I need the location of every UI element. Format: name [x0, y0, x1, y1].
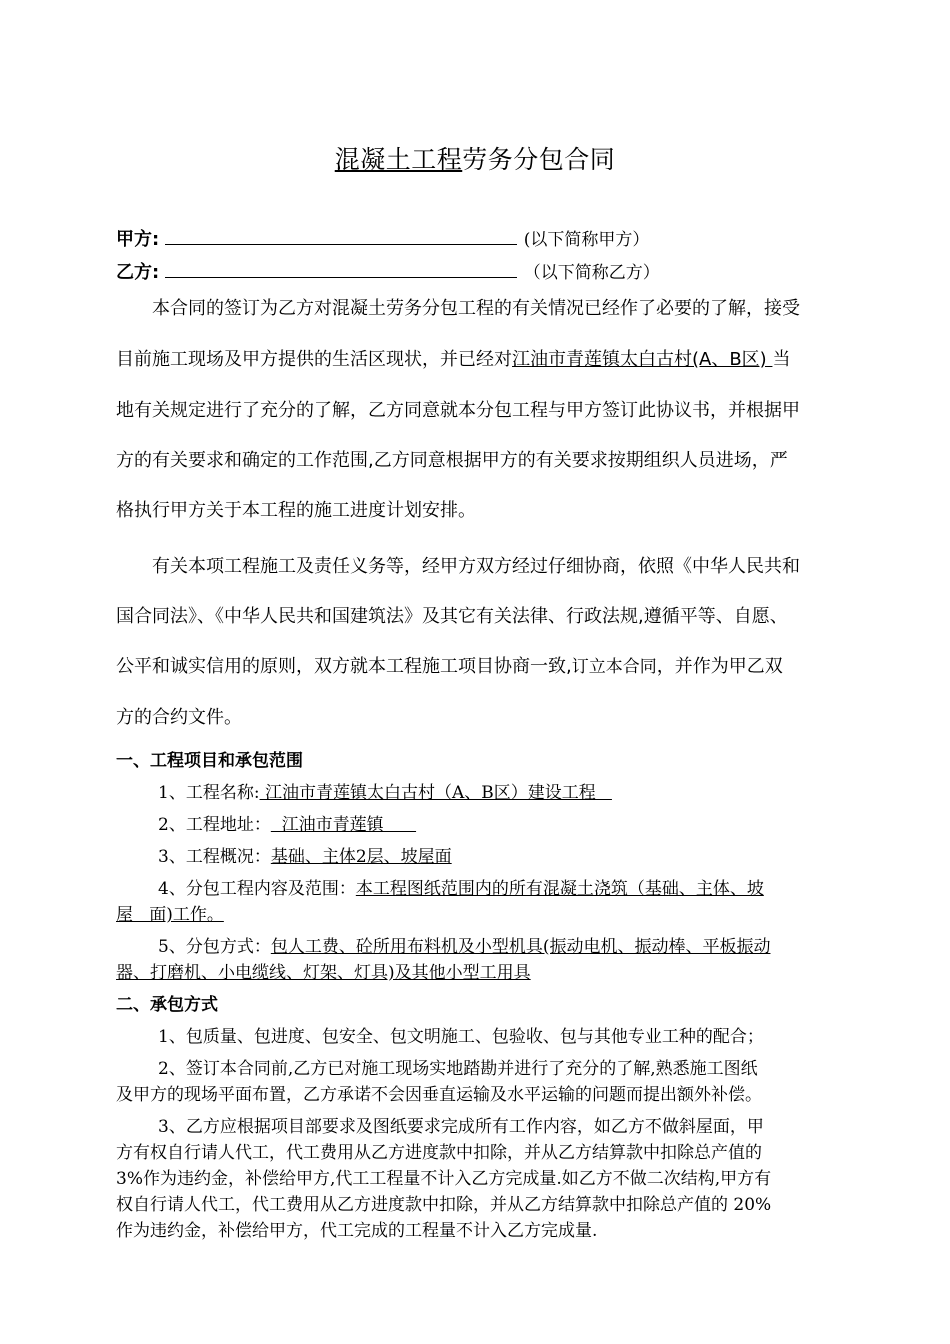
intro-line-2-b: 当 — [772, 349, 791, 370]
s1-item-4-label: 4、分包工程内容及范围： — [158, 879, 356, 899]
s2-item-3-line-3: 3%作为违约金，补偿给甲方,代工工程量不计入乙方完成量.如乙方不做二次结构,甲方有 — [116, 1169, 772, 1189]
s1-item-4-value-1: 本工程图纸范围内的所有混凝土浇筑（基础、主体、坡 — [355, 879, 764, 899]
intro2-line-3-c: ，并作为甲乙双 — [656, 656, 783, 677]
intro-line-3: 地有关规定进行了充分的了解，乙方同意就本分包工程与甲方签订此协议书，并根据甲 — [116, 400, 800, 421]
party-b-suffix: （以下简称乙方） — [523, 263, 660, 283]
s2-item-2-line-2: 及甲方的现场平面布置，乙方承诺不会因垂直运输及水平运输的问题而提出额外补偿。 — [116, 1085, 762, 1105]
party-a-line — [116, 225, 649, 251]
s1-item-5 — [158, 932, 770, 957]
party-b-line — [116, 258, 660, 284]
s2-item-2-line-1: 2、签订本合同前,乙方已对施工现场实地踏勘并进行了充分的了解,熟悉施工图纸 — [158, 1059, 758, 1079]
party-a-suffix: (以下简称甲方） — [523, 230, 650, 250]
party-a-label: 甲方: — [116, 229, 160, 250]
intro-line-5: 格执行甲方关于本工程的施工进度计划安排。 — [116, 500, 476, 521]
s1-item-4-cont — [116, 900, 224, 925]
s1-item-3-value: 基础、主体2层、坡屋面 — [270, 847, 452, 867]
intro2-line-2: 国合同法》、《中华人民共和国建筑法》及其它有关法律、行政法规,遵循平等、自愿、 — [116, 606, 788, 627]
intro2-line-3 — [116, 652, 783, 678]
s2-item-3-line-4: 权自行请人代工，代工费用从乙方进度款中扣除，并从乙方结算款中扣除总产值的 20% — [116, 1195, 772, 1215]
section-1-heading: 一、工程项目和承包范围 — [116, 751, 303, 771]
title-rest: 劳务分包合同 — [462, 145, 616, 174]
party-a-blank — [165, 226, 517, 245]
title-underlined: 混凝土工程 — [334, 145, 463, 174]
s1-item-5-label: 5、分包方式： — [158, 937, 271, 957]
intro2-line-1: 有关本项工程施工及责任义务等，经甲方双方经过仔细协商，依照《中华人民共和 — [152, 556, 800, 577]
s2-item-3-line-1: 3、乙方应根据项目部要求及图纸要求完成所有工作内容，如乙方不做斜屋面，甲 — [158, 1117, 764, 1137]
s1-item-2-label: 2、工程地址： — [158, 815, 271, 835]
s1-item-3 — [158, 842, 452, 867]
s1-item-4 — [158, 874, 764, 899]
s1-item-3-label: 3、工程概况： — [158, 847, 271, 867]
s1-item-1-value: 江油市青莲镇太白古村（A、B区）建设工程 — [259, 783, 612, 803]
s2-item-3-line-2: 方有权自行请人代工，代工费用从乙方进度款中扣除，并从乙方结算款中扣除总产值的 — [116, 1143, 762, 1163]
s1-item-2-value: 江油市青莲镇 — [270, 815, 417, 835]
s1-item-5-value-2: 器、打磨机、小电缆线、灯架、灯具)及其他小型工用具 — [116, 963, 531, 983]
section-2-heading: 二、承包方式 — [116, 995, 218, 1015]
intro-line-2 — [116, 345, 790, 371]
s2-item-1: 1、包质量、包进度、包安全、包文明施工、包验收、包与其他专业工种的配合； — [158, 1027, 764, 1047]
intro-line-1: 本合同的签订为乙方对混凝土劳务分包工程的有关情况已经作了必要的了解，接受 — [152, 298, 800, 319]
s1-item-5-value-1: 包人工费、砼所用布料机及小型机具(振动电机、振动棒、平板振动 — [270, 937, 771, 957]
s1-item-1 — [158, 778, 612, 803]
intro-line-4: 方的有关要求和确定的工作范围,乙方同意根据甲方的有关要求按期组织人员进场，严 — [116, 450, 788, 471]
s1-item-2 — [158, 810, 416, 835]
project-name-underlined: 江油市青莲镇太白古村(A、B区) — [512, 349, 773, 370]
s1-item-5-cont — [116, 958, 531, 983]
intro-line-2-a: 目前施工现场及甲方提供的生活区现状，并已经对 — [116, 349, 512, 370]
intro2-line-3-a: 公平和诚实信用的原则，双方就本工程施工项目协商一致, — [116, 656, 572, 677]
page-title — [0, 140, 950, 176]
s1-item-1-label: 1、工程名称: — [158, 783, 260, 803]
intro2-line-3-b: 订立本合同 — [571, 657, 657, 677]
s2-item-3-line-5: 作为违约金，补偿给甲方，代工完成的工程量不计入乙方完成量. — [116, 1221, 598, 1241]
party-b-label: 乙方: — [116, 262, 160, 283]
party-b-blank — [165, 259, 517, 278]
s1-item-4-value-2: 屋 面)工作。 — [116, 905, 224, 925]
intro2-line-4: 方的合约文件。 — [116, 707, 242, 728]
